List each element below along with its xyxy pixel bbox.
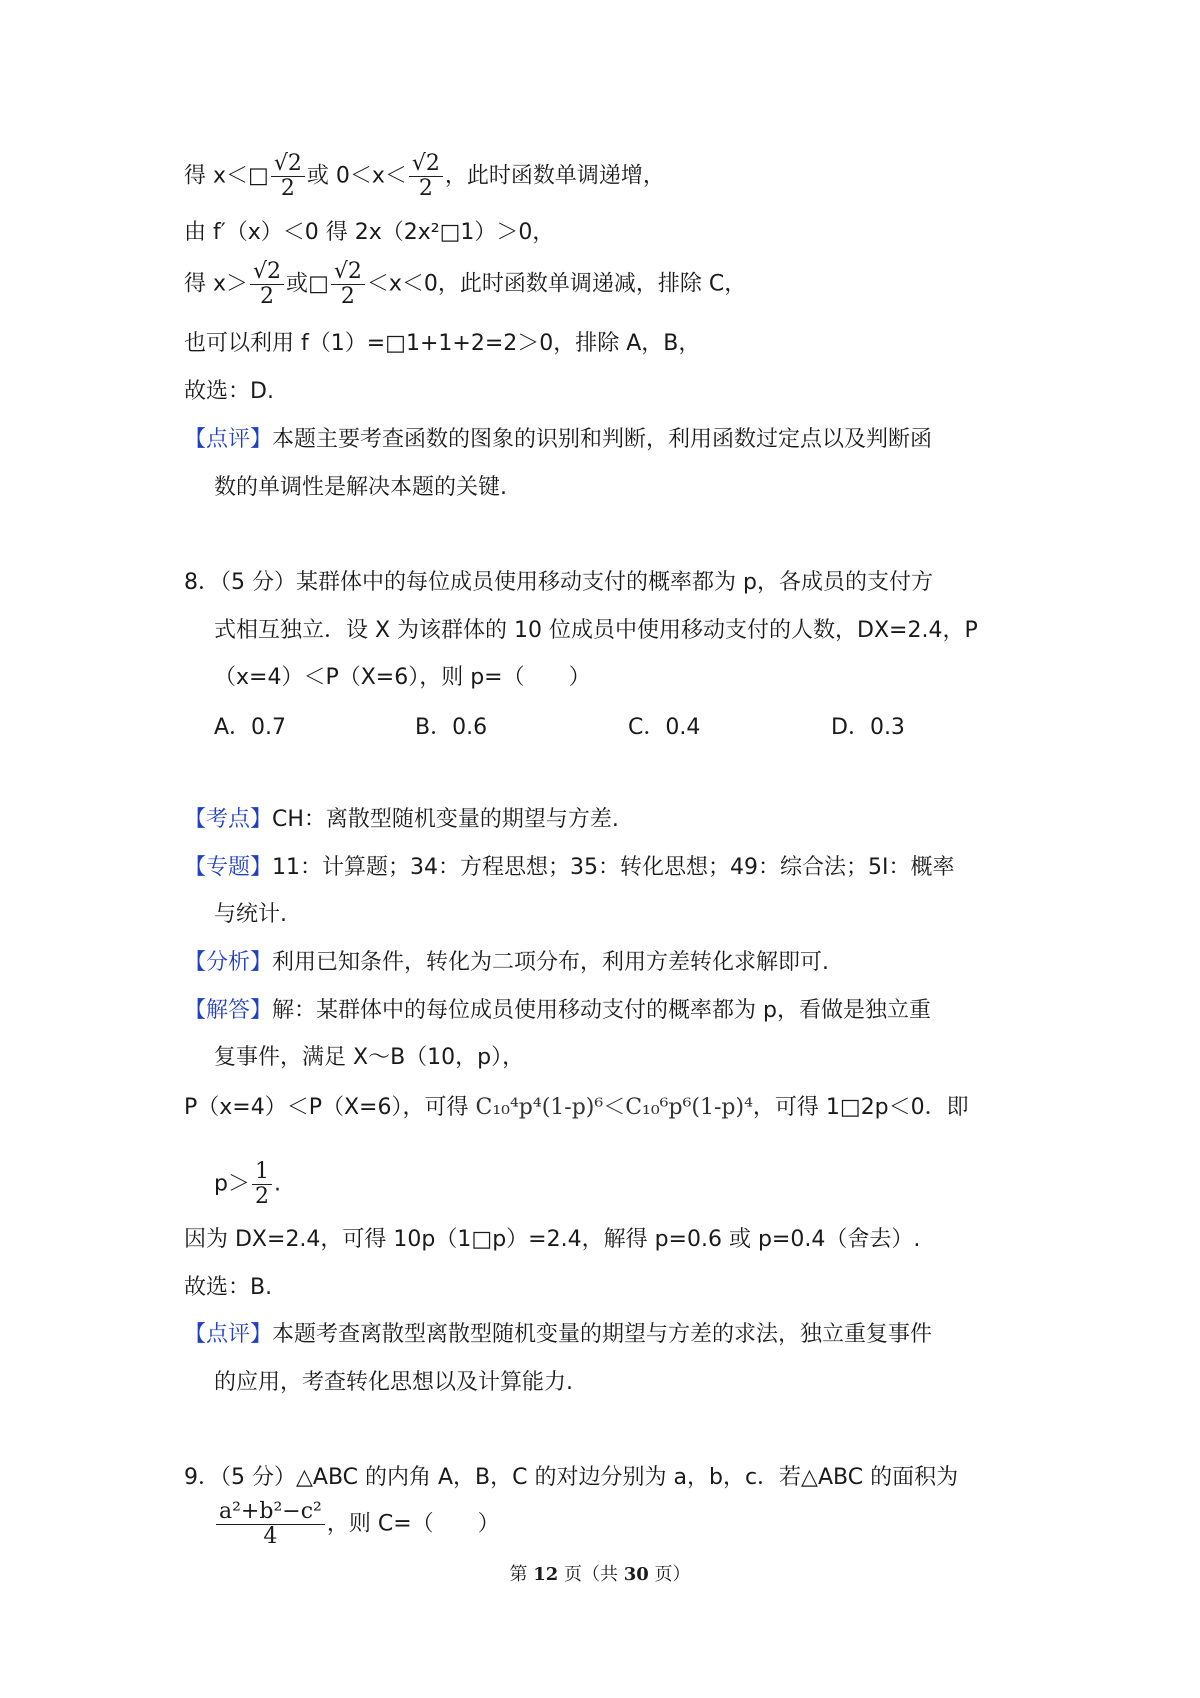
text: 得 x＜ — [184, 163, 249, 189]
fraction-one-half: $\frac{1}{2}$ — [252, 1160, 272, 1209]
garbled-char: □ — [839, 1095, 861, 1120]
fraction-sqrt2-over-2: $\frac{√2}{2}$ — [250, 260, 284, 309]
garbled-char: □ — [471, 1227, 493, 1252]
category-tag: 【专题】 — [184, 855, 273, 880]
analysis-line: 【分析】利用已知条件，转化为二项分布，利用方差转化求解即可. — [184, 950, 830, 975]
text: ，此时函数单调递增， — [444, 163, 665, 189]
comment-8-line-1: 【点评】本题考查离散型离散型随机变量的期望与方差的求法，独立重复事件 — [184, 1322, 933, 1347]
solution-line-3: 得 x＞ $\frac{√2}{2}$ 或□ $\frac{√2}{2}$ ＜x＜0，此时函数单调递减，排除 C， — [184, 259, 747, 309]
category-line-1: 【专题】11：计算题；34：方程思想；35：转化思想；49：综合法；5I：概率 — [184, 855, 955, 880]
binomial-inequality: C₁₀⁴p⁴(1-p)⁶＜C₁₀⁶p⁶(1-p)⁴ — [475, 1095, 753, 1120]
solution-line-1 — [184, 152, 665, 201]
analysis-tag: 【分析】 — [184, 950, 273, 975]
garbled-char: □ — [385, 331, 406, 356]
solution-8-line-4: p＞ $\frac{1}{2}$ . — [214, 1159, 281, 1209]
comment-8-line-2: 的应用，考查转化思想以及计算能力. — [214, 1370, 573, 1395]
total-pages: 30 — [623, 1564, 649, 1585]
answer-line-8: 故选：B. — [184, 1275, 273, 1300]
garbled-char: □ — [439, 220, 461, 245]
page-number: 12 — [533, 1564, 559, 1585]
category-line-2: 与统计. — [214, 902, 287, 927]
solution-8-line-2: 复事件，满足 X～B（10，p）， — [214, 1045, 525, 1070]
solution-line-4: 也可以利用 f（1）=□1+1+2=2＞0，排除 A，B， — [184, 331, 701, 356]
comment-tag: 【点评】 — [184, 427, 273, 452]
comment-line-1: 【点评】本题主要考查函数的图象的识别和判断，利用函数过定点以及判断函 — [184, 427, 933, 452]
solution-8-line-5: 因为 DX=2.4，可得 10p（1□p）=2.4，解得 p=0.6 或 p=0.4（舍去）. — [184, 1227, 921, 1252]
question-9-line-1: 9．（5 分）△ABC 的内角 A，B，C 的对边分别为 a，b，c．若△ABC 的面积为 — [184, 1465, 959, 1490]
question-9-line-2: $\frac{\text{a²+b²−c²}}{4}$ ，则 C=（ ） — [214, 1500, 500, 1549]
fraction-sqrt2-over-2: $\frac{√2}{2}$ — [409, 152, 443, 201]
question-8-line-1: 8．（5 分）某群体中的每位成员使用移动支付的概率都为 p，各成员的支付方 — [184, 570, 933, 595]
page-footer: 第 12 页（共 30 页） — [509, 1564, 691, 1585]
comment-tag: 【点评】 — [184, 1322, 273, 1347]
question-8-line-3: （x=4）＜P（X=6），则 p=（ ） — [214, 665, 591, 690]
option-b: B．0.6 — [415, 715, 488, 740]
area-fraction: $\frac{\text{a²+b²−c²}}{4}$ — [216, 1500, 325, 1549]
solution-line-2: 由 f′（x）＜0 得 2x（2x²□1）＞0， — [184, 220, 555, 245]
answer-line: 故选：D. — [184, 379, 274, 404]
option-a: A．0.7 — [214, 715, 287, 740]
solution-8-line-1: 【解答】解：某群体中的每位成员使用移动支付的概率都为 p，看做是独立重 — [184, 998, 931, 1023]
solution-tag: 【解答】 — [184, 998, 273, 1023]
solution-8-line-3: P（x=4）＜P（X=6），可得 C₁₀⁴p⁴(1-p)⁶＜C₁₀⁶p⁶(1-p)⁴，可得 1□2p＜0．即 — [184, 1095, 969, 1120]
question-8-line-2: 式相互独立．设 X 为该群体的 10 位成员中使用移动支付的人数，DX=2.4，P — [214, 618, 978, 643]
topic-line: 【考点】CH：离散型随机变量的期望与方差. — [184, 807, 619, 832]
fraction-sqrt2-over-2: $\frac{√2}{2}$ — [331, 260, 365, 309]
option-c: C．0.4 — [628, 715, 701, 740]
fraction-sqrt2-over-2: $\frac{√2}{2}$ — [271, 152, 305, 201]
topic-tag: 【考点】 — [184, 807, 273, 832]
option-d: D．0.3 — [831, 715, 905, 740]
comment-line-2: 数的单调性是解决本题的关键. — [214, 475, 507, 500]
garbled-char: □ — [308, 271, 329, 297]
text: 或 0＜x＜ — [306, 163, 407, 189]
garbled-char: □ — [248, 163, 269, 189]
